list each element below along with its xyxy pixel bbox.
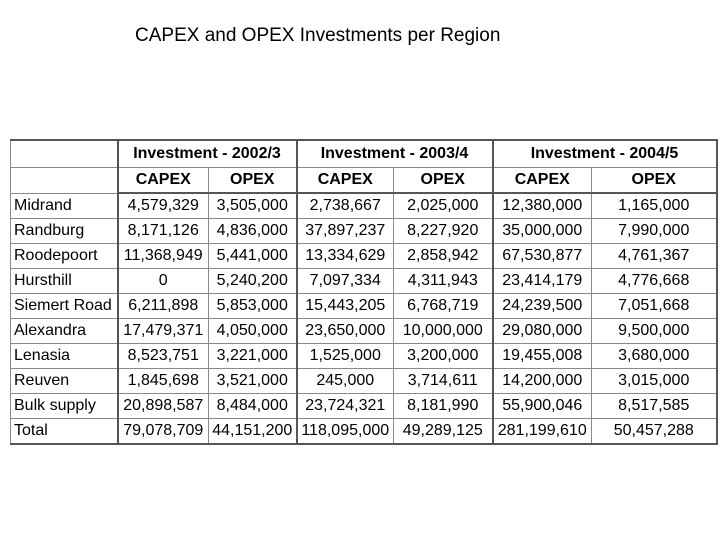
capex-value: 79,078,709 — [118, 419, 209, 445]
table-body — [11, 193, 717, 444]
opex-value: 8,181,990 — [394, 394, 493, 419]
opex-value: 7,990,000 — [592, 219, 717, 244]
total-row — [11, 419, 717, 445]
opex-value: 50,457,288 — [592, 419, 717, 445]
capex-value: 17,479,371 — [118, 319, 209, 344]
opex-value: 4,776,668 — [592, 269, 717, 294]
capex-value: 11,368,949 — [118, 244, 209, 269]
capex-value: 4,579,329 — [118, 193, 209, 219]
table-row — [11, 269, 717, 294]
opex-value: 3,200,000 — [394, 344, 493, 369]
region-name: Hursthill — [11, 269, 118, 294]
opex-value: 3,680,000 — [592, 344, 717, 369]
opex-value: 3,714,611 — [394, 369, 493, 394]
period-header-row — [11, 140, 717, 168]
capex-value: 12,380,000 — [493, 193, 592, 219]
period-header-2003-4: Investment - 2003/4 — [297, 140, 493, 168]
opex-value: 4,311,943 — [394, 269, 493, 294]
opex-value: 49,289,125 — [394, 419, 493, 445]
opex-value: 4,761,367 — [592, 244, 717, 269]
capex-value: 15,443,205 — [297, 294, 394, 319]
capex-value: 14,200,000 — [493, 369, 592, 394]
opex-value: 3,521,000 — [209, 369, 297, 394]
opex-value: 5,853,000 — [209, 294, 297, 319]
opex-header: OPEX — [592, 168, 717, 194]
capex-header: CAPEX — [118, 168, 209, 194]
capex-value: 67,530,877 — [493, 244, 592, 269]
capex-value: 8,523,751 — [118, 344, 209, 369]
opex-value: 6,768,719 — [394, 294, 493, 319]
region-name: Total — [11, 419, 118, 445]
opex-value: 8,517,585 — [592, 394, 717, 419]
capex-value: 245,000 — [297, 369, 394, 394]
capex-value: 23,650,000 — [297, 319, 394, 344]
capex-value: 37,897,237 — [297, 219, 394, 244]
capex-value: 20,898,587 — [118, 394, 209, 419]
period-header-2002-3: Investment - 2002/3 — [118, 140, 297, 168]
capex-value: 13,334,629 — [297, 244, 394, 269]
region-name: Randburg — [11, 219, 118, 244]
opex-value: 4,836,000 — [209, 219, 297, 244]
table-row — [11, 319, 717, 344]
opex-value: 1,165,000 — [592, 193, 717, 219]
region-name: Roodepoort — [11, 244, 118, 269]
opex-value: 10,000,000 — [394, 319, 493, 344]
corner-cell — [11, 140, 118, 168]
capex-value: 1,525,000 — [297, 344, 394, 369]
region-name: Midrand — [11, 193, 118, 219]
capex-value: 19,455,008 — [493, 344, 592, 369]
capex-value: 6,211,898 — [118, 294, 209, 319]
opex-value: 8,227,920 — [394, 219, 493, 244]
opex-value: 8,484,000 — [209, 394, 297, 419]
investment-table — [10, 139, 718, 445]
period-header-2004-5: Investment - 2004/5 — [493, 140, 717, 168]
region-name: Lenasia — [11, 344, 118, 369]
opex-value: 7,051,668 — [592, 294, 717, 319]
opex-value: 3,505,000 — [209, 193, 297, 219]
page-title: CAPEX and OPEX Investments per Region — [135, 25, 501, 46]
table-row — [11, 294, 717, 319]
sub-header-row — [11, 168, 717, 194]
opex-value: 5,240,200 — [209, 269, 297, 294]
opex-value: 3,015,000 — [592, 369, 717, 394]
capex-header: CAPEX — [297, 168, 394, 194]
capex-value: 23,724,321 — [297, 394, 394, 419]
capex-value: 24,239,500 — [493, 294, 592, 319]
capex-value: 23,414,179 — [493, 269, 592, 294]
opex-value: 5,441,000 — [209, 244, 297, 269]
table-row — [11, 219, 717, 244]
capex-value: 118,095,000 — [297, 419, 394, 445]
opex-value: 2,025,000 — [394, 193, 493, 219]
table-row — [11, 394, 717, 419]
capex-value: 1,845,698 — [118, 369, 209, 394]
table-row — [11, 369, 717, 394]
opex-value: 4,050,000 — [209, 319, 297, 344]
region-name: Siemert Road — [11, 294, 118, 319]
capex-value: 0 — [118, 269, 209, 294]
opex-value: 44,151,200 — [209, 419, 297, 445]
capex-value: 8,171,126 — [118, 219, 209, 244]
capex-value: 35,000,000 — [493, 219, 592, 244]
capex-value: 7,097,334 — [297, 269, 394, 294]
table-row — [11, 244, 717, 269]
capex-header: CAPEX — [493, 168, 592, 194]
opex-value: 2,858,942 — [394, 244, 493, 269]
region-name: Reuven — [11, 369, 118, 394]
table-row — [11, 344, 717, 369]
region-name: Bulk supply — [11, 394, 118, 419]
region-name: Alexandra — [11, 319, 118, 344]
capex-value: 29,080,000 — [493, 319, 592, 344]
opex-header: OPEX — [394, 168, 493, 194]
opex-header: OPEX — [209, 168, 297, 194]
capex-value: 2,738,667 — [297, 193, 394, 219]
capex-value: 281,199,610 — [493, 419, 592, 445]
opex-value: 9,500,000 — [592, 319, 717, 344]
capex-value: 55,900,046 — [493, 394, 592, 419]
table-row — [11, 193, 717, 219]
opex-value: 3,221,000 — [209, 344, 297, 369]
corner-cell-sub — [11, 168, 118, 194]
